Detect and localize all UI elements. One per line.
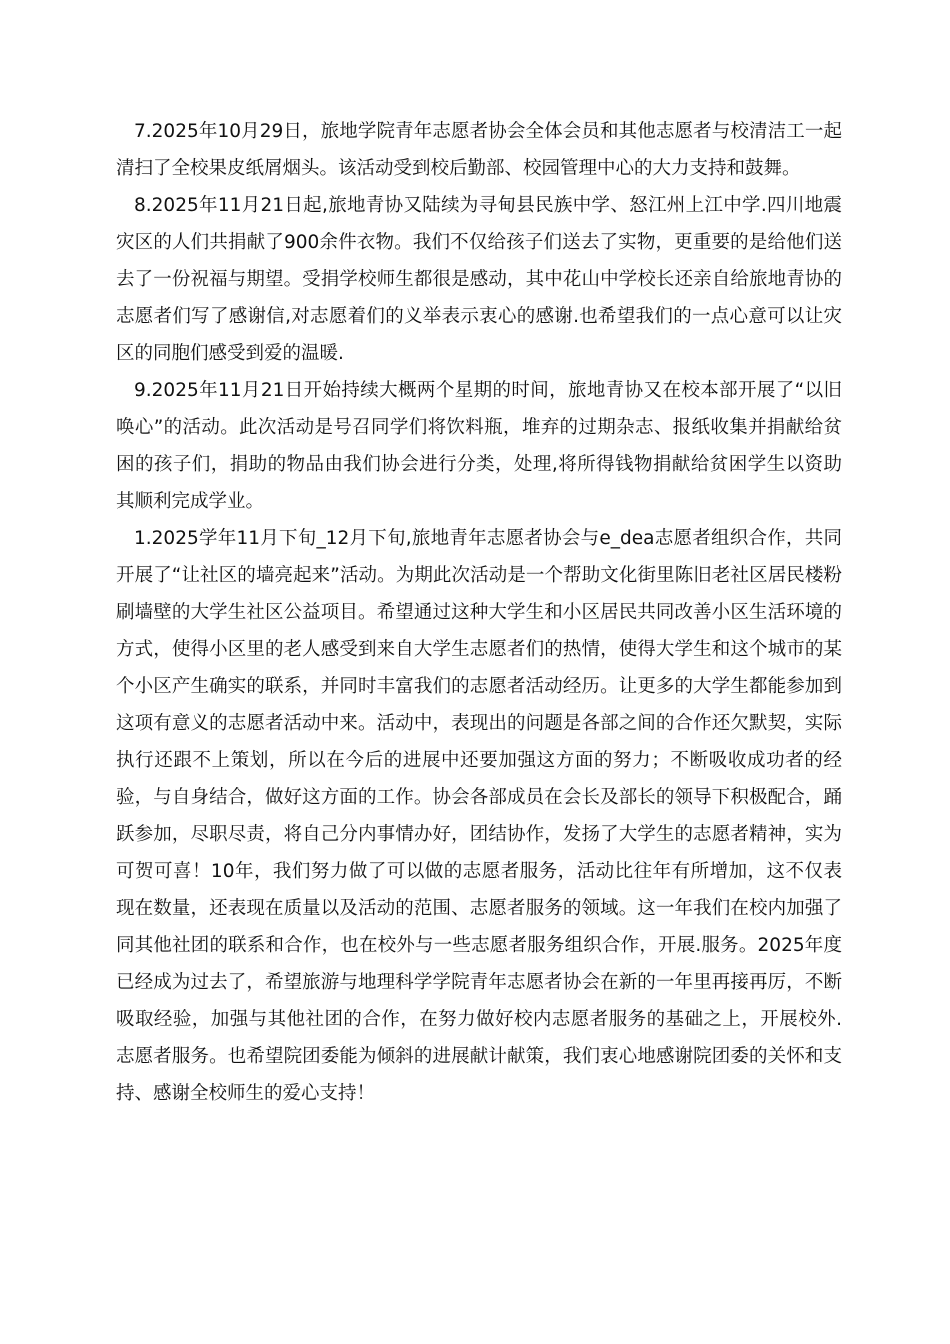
paragraph-item-1: 1.2025学年11月下旬_12月下旬,旅地青年志愿者协会与e_dea志愿者组织合作，共同开展了“让社区的墙亮起来”活动。为期此次活动是一个帮助文化街里陈旧老社区居民楼粉刷墙壁的大学生社区公益项目。希望通过这种大学生和小区居民共同改善小区生活环境的方式，使得小区里的老人感受到来自大学生志愿者们的热情，使得大学生和这个城市的某个小区产生确实的联系，并同时丰富我们的志愿者活动经历。让更多的大学生都能参加到这项有意义的志愿者活动中来。活动中，表现出的问题是各部之间的合作还欠默契，实际执行还跟不上策划，所以在今后的进展中还要加强这方面的努力；不断吸收成功者的经验，与自身结合，做好这方面的工作。协会各部成员在会长及部长的领导下积极配合，踊跃参加，尽职尽责，将自己分内事情办好，团结协作，发扬了大学生的志愿者精神，实为可贺可喜！10年，我们努力做了可以做的志愿者服务，活动比往年有所增加，这不仅表现在数量，还表现在质量以及活动的范围、志愿者服务的领域。这一年我们在校内加强了同其他社团的联系和合作，也在校外与一些志愿者服务组织合作，开展.服务。2025年度已经成为过去了，希望旅游与地理科学学院青年志愿者协会在新的一年里再接再厉，不断吸取经验，加强与其他社团的合作，在努力做好校内志愿者服务的基础之上，开展校外.志愿者服务。也希望院团委能为倾斜的进展献计献策，我们衷心地感谢院团委的关怀和支持、感谢全校师生的爱心支持！ — [116, 528, 842, 1104]
document-body — [116, 113, 842, 1112]
paragraph-item-8: 8.2025年11月21日起,旅地青协又陆续为寻甸县民族中学、怒江州上江中学.四川地震灾区的人们共捐献了900余件衣物。我们不仅给孩子们送去了实物，更重要的是给他们送去了一份祝福与期望。受捐学校师生都很是感动，其中花山中学校长还亲自给旅地青协的志愿者们写了感谢信,对志愿着们的义举表示衷心的感谢.也希望我们的一点心意可以让灾区的同胞们感受到爱的温暖. — [116, 195, 842, 364]
paragraph-item-9: 9.2025年11月21日开始持续大概两个星期的时间，旅地青协又在校本部开展了“以旧唤心”的活动。此次活动是号召同学们将饮料瓶，堆弃的过期杂志、报纸收集并捐献给贫困的孩子们，捐助的物品由我们协会进行分类，处理,将所得钱物捐献给贫困学生以资助其顺利完成学业。 — [116, 380, 842, 512]
paragraph-item-7: 7.2025年10月29日，旅地学院青年志愿者协会全体会员和其他志愿者与校清洁工一起清扫了全校果皮纸屑烟头。该活动受到校后勤部、校园管理中心的大力支持和鼓舞。 — [116, 121, 842, 179]
